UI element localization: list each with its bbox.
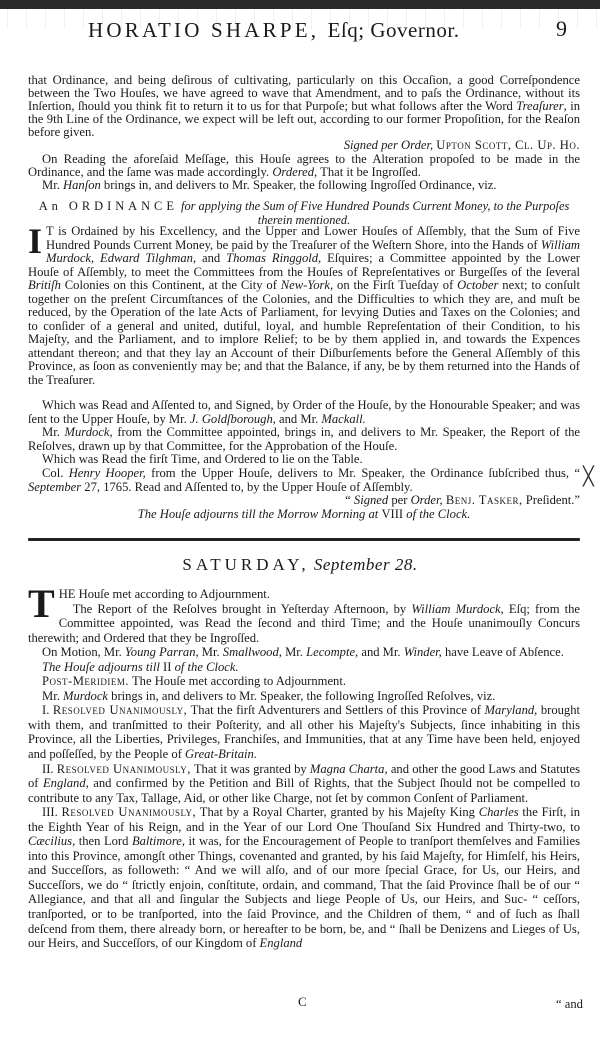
text-run: from the Committee appointed, brings in, and delivers to Mr. Speaker, the Report of the Reſolves, drawn up by that Committee, for the Approbation of the Houſe. bbox=[28, 425, 581, 453]
text-run: VIII bbox=[381, 506, 404, 521]
text-run: “ bbox=[345, 493, 354, 508]
italic-text: October bbox=[457, 278, 499, 292]
message-section bbox=[28, 74, 580, 192]
italic-text: Henry Hooper, bbox=[68, 465, 146, 480]
paragraph bbox=[28, 645, 580, 660]
signature-mark: C bbox=[298, 994, 307, 1009]
text-run: that Ordinance, and being deſirous of cultivating, particularly on this Occaſion, a good Correſpondence between the Two Houſes, we have agreed to wave that Amendment, and to paſs the Ordinance, without its Inſertion, ſhould you think fit to return it to us for that Purpoſe; but what follows after the Word bbox=[28, 73, 580, 114]
text-run: The Report of the Reſolves brought in Yeſterday Afternoon, by bbox=[72, 601, 412, 616]
italic-text: England, bbox=[42, 776, 89, 791]
paragraph bbox=[28, 426, 580, 453]
italic-text: Great-Britain. bbox=[185, 747, 257, 762]
text-run: and bbox=[196, 251, 227, 265]
italic-text: William Murdock, Edward Tilghman, bbox=[46, 237, 580, 265]
italic-text: Murdock, bbox=[64, 425, 113, 440]
italic-text: of the Clock. bbox=[171, 659, 239, 674]
small-caps-text: Upton Scott, Cl. Up. Ho. bbox=[436, 138, 580, 153]
paragraph bbox=[28, 660, 580, 675]
text-run: , in the 9th Line of the Ordinance, we expect will be left out, according to our former Propoſition, for the Reaſon before given. bbox=[28, 99, 581, 140]
paragraph bbox=[28, 74, 580, 139]
text-run: Which was Read the firſt Time, and Ordered to lie on the Table. bbox=[42, 452, 363, 467]
italic-text: Lecompte, bbox=[306, 645, 359, 660]
small-caps-text: Resolved Unanimously, bbox=[61, 805, 197, 820]
italic-text: of the Clock. bbox=[403, 506, 471, 521]
text-run: The Houſe met according to Adjournment. bbox=[129, 674, 347, 689]
italic-text: New-York, bbox=[280, 278, 334, 292]
text-run: Preſident.” bbox=[522, 493, 580, 508]
page-number: 9 bbox=[556, 16, 567, 41]
text-run: Eſquires; a Committee appointed by the Lower Houſe of Aſſembly, to meet the Committees from the Houſes of Repreſentatives or Burgeſſes of the ſeveral bbox=[28, 251, 580, 279]
text-run: T is Ordained by his Excellency, and the Upper and Lower Houſes of Aſſembly, that the Sum of Five Hundred Pounds Current Money, be paid by the Treaſurer of the Weſtern Shore, into the Hands of bbox=[46, 224, 580, 252]
text-run: Colonies on this Continent, at the City of bbox=[60, 278, 281, 292]
text-run: Mr. bbox=[42, 177, 63, 192]
ordinance-title bbox=[28, 199, 580, 227]
text-run: That by a Royal Charter, granted by his Majeſty King bbox=[196, 805, 479, 820]
paragraph bbox=[28, 674, 580, 689]
text-run: from the Upper Houſe, delivers to Mr. Speaker, the Ordinance ſubſcribed thus, “ bbox=[145, 465, 580, 480]
paragraph bbox=[28, 762, 580, 806]
text-run: III. bbox=[42, 805, 62, 820]
text-run: Mr. bbox=[281, 645, 307, 660]
italic-text: Smallwood, bbox=[222, 645, 282, 660]
text-run: On Reading the aforeſaid Meſſage, this Houſe agrees to the Alteration propoſed to be made in the Ordinance, and the ſame was made accordingly. bbox=[28, 151, 580, 179]
running-head-name: HORATIO SHARPE, bbox=[88, 18, 320, 42]
ordinance-text bbox=[28, 221, 580, 387]
italic-text: Winder, bbox=[403, 645, 442, 660]
drop-cap: T bbox=[28, 581, 55, 626]
text-run: Which was Read and Aſſented to, and Signed, by Order of the Houſe, by the Honourable Speaker; and was ſent to the Upper Houſe, by Mr. bbox=[28, 398, 580, 426]
small-caps-text: Resolved Unanimously, bbox=[56, 761, 191, 776]
day-heading-day: SATURDAY, bbox=[182, 555, 310, 574]
text-run: per bbox=[388, 493, 411, 508]
ordinance-title-caps: An ORDINANCE bbox=[38, 199, 178, 213]
text-run: on the Firſt Tueſday of bbox=[333, 278, 458, 292]
text-run: That it was granted by bbox=[190, 761, 310, 776]
italic-text: Order, bbox=[410, 493, 443, 508]
text-run: have Leave of Abſence. bbox=[441, 645, 564, 660]
text-run: it was, for the Encouragement of People to tranſport themſelves and Families into this Province, amongſt other Things, covenanted and granted, by his ſaid Majeſty, for Himſelf, his Heirs, and Succeſſors, as followeth: “ And we will alſo, and of our more ſpecial Grace, for Us, our Heirs, and Succeſſors, we do “ ſtrictly enjoin, conſtitute, ordain, and command, That the ſaid Province ſhall be of our “ Allegiance, and that all and ſingular the Subjects and liege People of Us, our Heirs, and Suc- “ ceſſors, tranſported, or to be tranſported, into the ſaid Province, and the Children of them, “ and of ſuch as ſhall deſcend from them, there already born, or hereafter to be born, be, and “ ſhall be Denizens and Lieges of Us, our Heirs, and Succeſſors, of our Kingdom of bbox=[28, 834, 581, 951]
italic-text: Baltimore, bbox=[131, 834, 185, 849]
text-run: 27, 1765. Read and Aſſented to, by the Upper Houſe of Aſſembly. bbox=[81, 479, 413, 494]
drop-cap: I bbox=[28, 221, 43, 261]
ordinance-title-rest: for applying the Sum of Five Hundred Pounds Current Money, to the Purpoſes therein mentioned. bbox=[177, 199, 570, 227]
paragraph bbox=[28, 805, 580, 950]
section-rule bbox=[28, 538, 580, 541]
text-run: then Lord bbox=[75, 834, 132, 849]
italic-text: England bbox=[259, 936, 303, 951]
italic-text: Hanſon bbox=[63, 177, 101, 192]
text-run: II bbox=[163, 659, 172, 674]
italic-text: Treaſurer bbox=[516, 99, 564, 114]
ordinance-paragraph bbox=[28, 221, 580, 387]
running-head-title: Eſq; Governor. bbox=[327, 18, 460, 42]
running-head bbox=[88, 18, 459, 43]
italic-text: Young Parran, bbox=[124, 645, 199, 660]
text-run: and confirmed by the Petition and Bill of Rights, that the Subject ſhould not be compelled to contribute to any Tax, Tallage, Aid, or other like Charge, not ſet by common Conſent of Parliament. bbox=[28, 776, 580, 805]
paragraph bbox=[28, 467, 580, 494]
paragraph bbox=[28, 508, 580, 522]
margin-mark: ╳ bbox=[583, 466, 594, 486]
italic-text: Charles bbox=[478, 805, 519, 820]
text-run: brings in, and delivers to Mr. Speaker, the following Ingroſſed Ordinance, viz. bbox=[100, 177, 497, 192]
text-run: Eſq; from the Committee appointed, was Read the ſecond and third Time; and the Houſe unanimouſly Concurs therewith; and Ordered that they be Ingroſſed. bbox=[28, 601, 580, 645]
italic-text: Maryland, bbox=[484, 703, 538, 718]
italic-text: The Houſe adjourns till the Morrow Morning at bbox=[137, 506, 382, 521]
paragraph bbox=[28, 179, 580, 192]
text-run: That the firſt Adventurers and Settlers of this Province of bbox=[187, 703, 485, 718]
text-run: brought with them, and tranſmitted to their Poſterity, and all other his Majeſty's Subjects, ſince inhabiting in this Province, all the Liberties, Privileges, Franchiſes, and Immunities, that at any Time have been held, enjoyed and poſſeſſed, by the People of bbox=[28, 703, 581, 762]
paragraph bbox=[28, 494, 580, 508]
italic-text: Ordered, bbox=[272, 164, 318, 179]
text-run: and Mr. bbox=[275, 411, 322, 426]
text-run: HE Houſe met according to Adjournment. bbox=[58, 587, 270, 601]
paragraph bbox=[28, 453, 580, 467]
text-run: Mr. bbox=[42, 688, 63, 703]
text-run: II. bbox=[42, 761, 57, 776]
italic-text: Signed per Order, bbox=[343, 138, 434, 153]
italic-text: J. Goldſborough, bbox=[189, 411, 276, 426]
italic-text: Cæcilius, bbox=[28, 834, 76, 849]
italic-text: Mackall. bbox=[321, 411, 366, 426]
italic-text: Britiſh bbox=[28, 278, 61, 292]
italic-text: September bbox=[28, 479, 82, 494]
day-heading bbox=[0, 555, 600, 575]
text-run: next; to conſult together on the preſent Circumſtances of the Colonies, and the Difficulties to which they are, and muſt be reduced, by the Operation of the late Acts of Parliament, for levying Duties and Taxes on the Colonies; and to conſider of a general and united, dutiful, loyal, and humble Repreſentation of their Condition, to his Majeſty, and the Parliament, and to implore Relief; to be by them applied in, and towards the Expences attendant thereon; and that they lay an Account of their Diſburſements before the General Aſſembly of this Province, as ſoon as conveniently may be; and that the Balance, if any, be by them returned into the Hands of the Treaſurer. bbox=[28, 278, 580, 387]
scan-edge bbox=[0, 0, 600, 9]
catchword: “ and bbox=[556, 997, 583, 1011]
text-run: and Mr. bbox=[358, 645, 404, 660]
italic-text: Signed bbox=[353, 493, 389, 508]
text-run: I. bbox=[42, 703, 53, 718]
italic-text: Murdock bbox=[63, 688, 108, 703]
text-run: Mr. bbox=[198, 645, 223, 660]
paragraph bbox=[28, 703, 580, 761]
small-caps-text: Resolved Unanimously, bbox=[52, 703, 188, 718]
text-run: On Motion, Mr. bbox=[42, 645, 125, 660]
italic-text: Magna Charta, bbox=[309, 761, 388, 776]
paragraph bbox=[28, 689, 580, 704]
italic-text: William Murdock, bbox=[411, 601, 504, 616]
text-run: and other the good Laws and Statutes of bbox=[28, 761, 581, 791]
text-run: Mr. bbox=[42, 425, 65, 440]
paragraph bbox=[28, 399, 580, 426]
italic-text: Thomas Ringgold, bbox=[226, 251, 322, 265]
saturday-section bbox=[28, 581, 581, 951]
italic-text: The Houſe adjourns till bbox=[42, 659, 164, 674]
day-heading-date: September 28. bbox=[313, 555, 418, 574]
small-caps-text: Post-Meridiem. bbox=[42, 674, 130, 689]
text-run: brings in, and delivers to Mr. Speaker, the following Ingroſſed Reſolves, viz. bbox=[108, 688, 496, 703]
proceedings-section bbox=[28, 399, 580, 521]
paragraph bbox=[28, 602, 580, 646]
text-run: That it be Ingroſſed. bbox=[317, 164, 421, 179]
small-caps-text: Benj. Tasker, bbox=[445, 493, 523, 508]
paragraph bbox=[28, 153, 580, 179]
text-run: the Firſt, in the Eighth Year of his Reign, and in the Year of our Lord One Thouſand Six Hundred and Thirty-two, to bbox=[28, 805, 580, 834]
paragraph bbox=[28, 587, 580, 602]
text-run: Col. bbox=[42, 465, 69, 480]
